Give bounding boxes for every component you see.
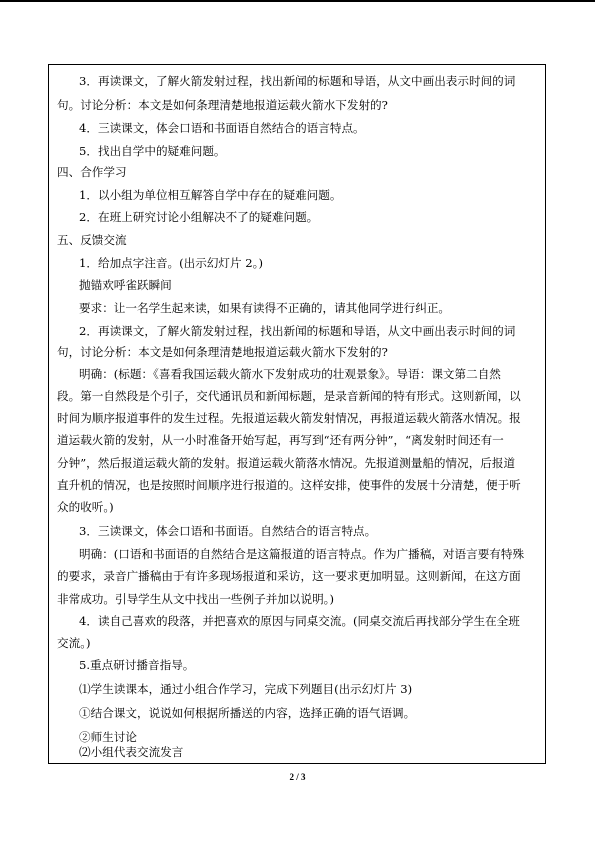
- text-line: 1．给加点字注音。(出示幻灯片 2。): [79, 256, 263, 270]
- text-line: 众的收听。): [57, 500, 114, 514]
- text-line: 句。讨论分析：本文是如何条理清楚地报道运载火箭水下发射的?: [57, 98, 388, 112]
- text-line: 四、合作学习: [57, 165, 127, 179]
- text-line: 时间为顺序报道事件的发生过程。先报道运载火箭发射情况，再报道运载火箭落水情况。报: [57, 411, 521, 425]
- text-line: 2．再读课文，了解火箭发射过程，找出新闻的标题和导语，从文中画出表示时间的词: [79, 324, 516, 338]
- text-line: 抛锚欢呼雀跃瞬间: [79, 278, 172, 292]
- text-line: 5.重点研讨播音指导。: [79, 658, 195, 672]
- text-line: 段。第一自然段是个引子，交代通讯员和新闻标题，是录音新闻的特有形式。这则新闻，以: [57, 389, 521, 403]
- text-line: 5．找出自学中的疑难问题。: [79, 144, 226, 158]
- text-line: 4．读自己喜欢的段落，并把喜欢的原因与同桌交流。(同桌交流后再找部分学生在全班: [79, 614, 520, 628]
- text-line: 非常成功。引导学生从文中找出一些例子并加以说明。): [57, 592, 334, 606]
- text-line: 3．三读课文，体会口语和书面语。自然结合的语言特点。: [79, 524, 377, 538]
- text-line: 3．再读课文，了解火箭发射过程，找出新闻的标题和导语，从文中画出表示时间的词: [79, 74, 516, 88]
- text-line: 明确：(标题：《喜看我国运载火箭水下发射成功的壮观景象》。导语：课文第二自然: [79, 367, 501, 381]
- page-number: 2 / 3: [289, 772, 306, 782]
- text-line: 句，讨论分析：本文是如何条理清楚地报道运载火箭水下发射的?: [57, 345, 388, 359]
- text-line: ⑵小组代表交流发言: [79, 745, 184, 759]
- top-rule: [0, 0, 595, 2]
- text-line: 五、反馈交流: [57, 233, 127, 247]
- text-line: ⑴学生读课本，通过小组合作学习，完成下列题目(出示幻灯片 3): [79, 682, 413, 696]
- text-line: 分钟”，然后报道运载火箭的发射。报道运载火箭落水情况。先报道测量船的情况，后报道: [57, 456, 516, 470]
- text-line: 1．以小组为单位相互解答自学中存在的疑难问题。: [79, 188, 342, 202]
- text-line: 交流。): [57, 636, 91, 650]
- text-line: 道运载火箭的发射，从一小时准备开始写起，再写到“还有两分钟”，“离发射时间还有一: [57, 433, 504, 447]
- text-line: ①结合课文，说说如何根据所播送的内容，选择正确的语气语调。: [79, 706, 416, 720]
- text-line: 4．三读课文，体会口语和书面语自然结合的语言特点。: [79, 121, 365, 135]
- text-line: 的要求，录音广播稿由于有许多现场报道和采访，这一要求更加明显。这则新闻，在这方面: [57, 569, 521, 583]
- text-line: 直升机的情况，也是按照时间顺序进行报道的。这样安排，使事件的发展十分清楚，便于听: [57, 478, 521, 492]
- text-line: 要求：让一名学生起来读，如果有读得不正确的，请其他同学进行纠正。: [79, 301, 451, 315]
- text-line: 明确：(口语和书面语的自然结合是这篇报道的语言特点。作为广播稿，对语言要有特殊: [79, 547, 525, 561]
- text-line: 2．在班上研究讨论小组解决不了的疑难问题。: [79, 210, 319, 224]
- text-line: ②师生讨论: [79, 730, 137, 744]
